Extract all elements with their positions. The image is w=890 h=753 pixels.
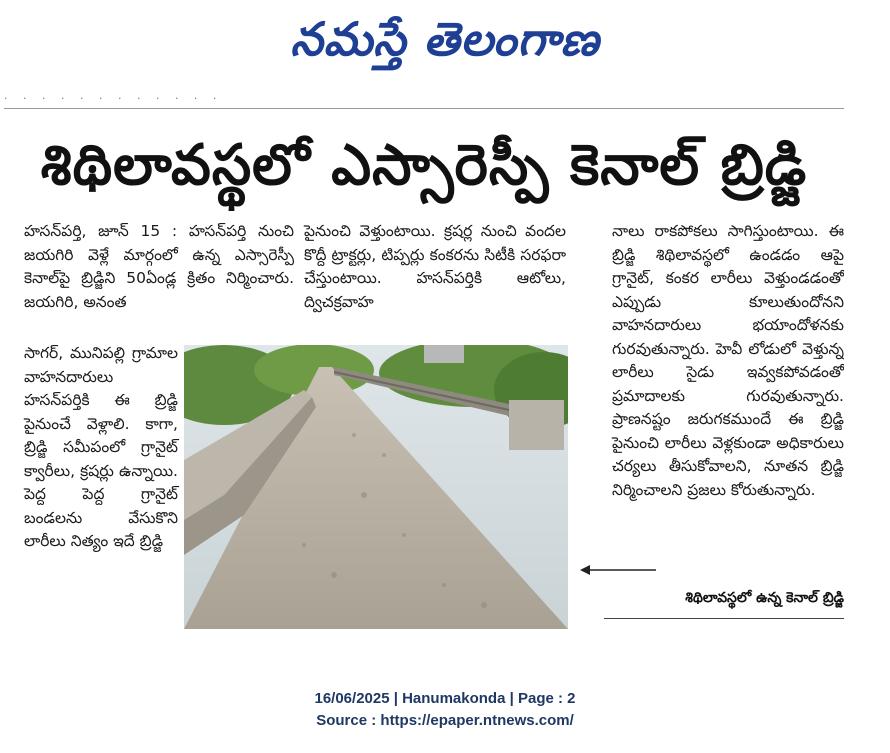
photo-caption: శిథిలావస్థలో ఉన్న కెనాల్ బ్రిడ్జి bbox=[685, 590, 844, 606]
footer-source: Source : https://epaper.ntnews.com/ bbox=[316, 712, 574, 729]
bridge-photo-illustration bbox=[184, 345, 568, 629]
bridge-photo bbox=[184, 345, 568, 629]
article-clipping bbox=[4, 92, 844, 652]
body-text-col1-top: హసన్‌పర్తి, జూన్ 15 : హసన్‌పర్తి నుంచి జయగిరి వెళ్లే మార్గంలో ఉన్న ఎస్సారెస్పీ కెనాల్‌పై బ్రిడ్జిని 50ఏండ్ల క్రితం నిర్మించారు. జయగిరి, అనంత bbox=[24, 222, 294, 311]
caption-underline bbox=[604, 618, 844, 619]
body-text-col2: పైనుంచి వెళ్తుంటాయి. క్రషర్ల నుంచి వందల కొద్దీ ట్రాక్టర్లు, టిప్పర్లు కంకరను సిటీకి సరఫరా చేస్తుంటాయి. హసన్‌పర్తికి ఆటోలు, ద్విచక్రవాహ bbox=[304, 222, 566, 311]
footer-date-edition: 16/06/2025 | Hanumakonda | Page : 2 bbox=[314, 690, 576, 707]
article-headline: శిథిలావస్థలో ఎస్సారెస్పీ కెనాల్ బ్రిడ్జి bbox=[40, 133, 808, 198]
body-column-1-narrow bbox=[24, 342, 178, 554]
body-column-2 bbox=[304, 220, 566, 314]
body-column-1-top bbox=[24, 220, 294, 314]
cropped-previous-line: · · · · · · · · · · · · bbox=[4, 92, 223, 105]
newspaper-masthead: నమస్తే తెలంగాణ bbox=[290, 12, 600, 66]
separator-rule bbox=[4, 108, 844, 109]
body-text-col3: నాలు రాకపోకలు సాగిస్తుంటాయి. ఈ బ్రిడ్జి శిథిలావస్థలో ఉండడం ఆపై గ్రానైట్, కంకర లారీలు వెళ్తుండడంతో ఎప్పుడు కూలుతుందోనని వాహనదారులు భయాందోళనకు గురవుతున్నారు. హెవీ లోడులో వెళ్తున్న లారీలు సైడు ఇవ్వకపోవడంతో ప్రమాదాలకు గురవుతున్నారు. ప్రాణనష్టం జరుగకముందే ఈ బ్రిడ్జి పైనుంచి లారీలు వెళ్లకుండా అధికారులు చర్యలు తీసుకోవాలని, నూతన బ్రిడ్జి నిర్మించాలని ప్రజలు కోరుతున్నారు. bbox=[612, 222, 844, 499]
body-text-col1-narrow: సాగర్, మునిపల్లి గ్రామాల వాహనదారులు హసన్‌పర్తికి ఈ బ్రిడ్జి పైనుంచే వెళ్లాలి. కాగా, బ్రిడ్జి సమీపంలో గ్రానైట్ క్వారీలు, క్రషర్లు ఉన్నాయి. పెద్ద పెద్ద గ్రానైట్ బండలను వేసుకొని లారీలు నిత్యం ఇదే బ్రిడ్జి bbox=[24, 344, 178, 550]
caption-arrow-icon bbox=[580, 562, 656, 578]
body-column-3 bbox=[612, 220, 844, 502]
